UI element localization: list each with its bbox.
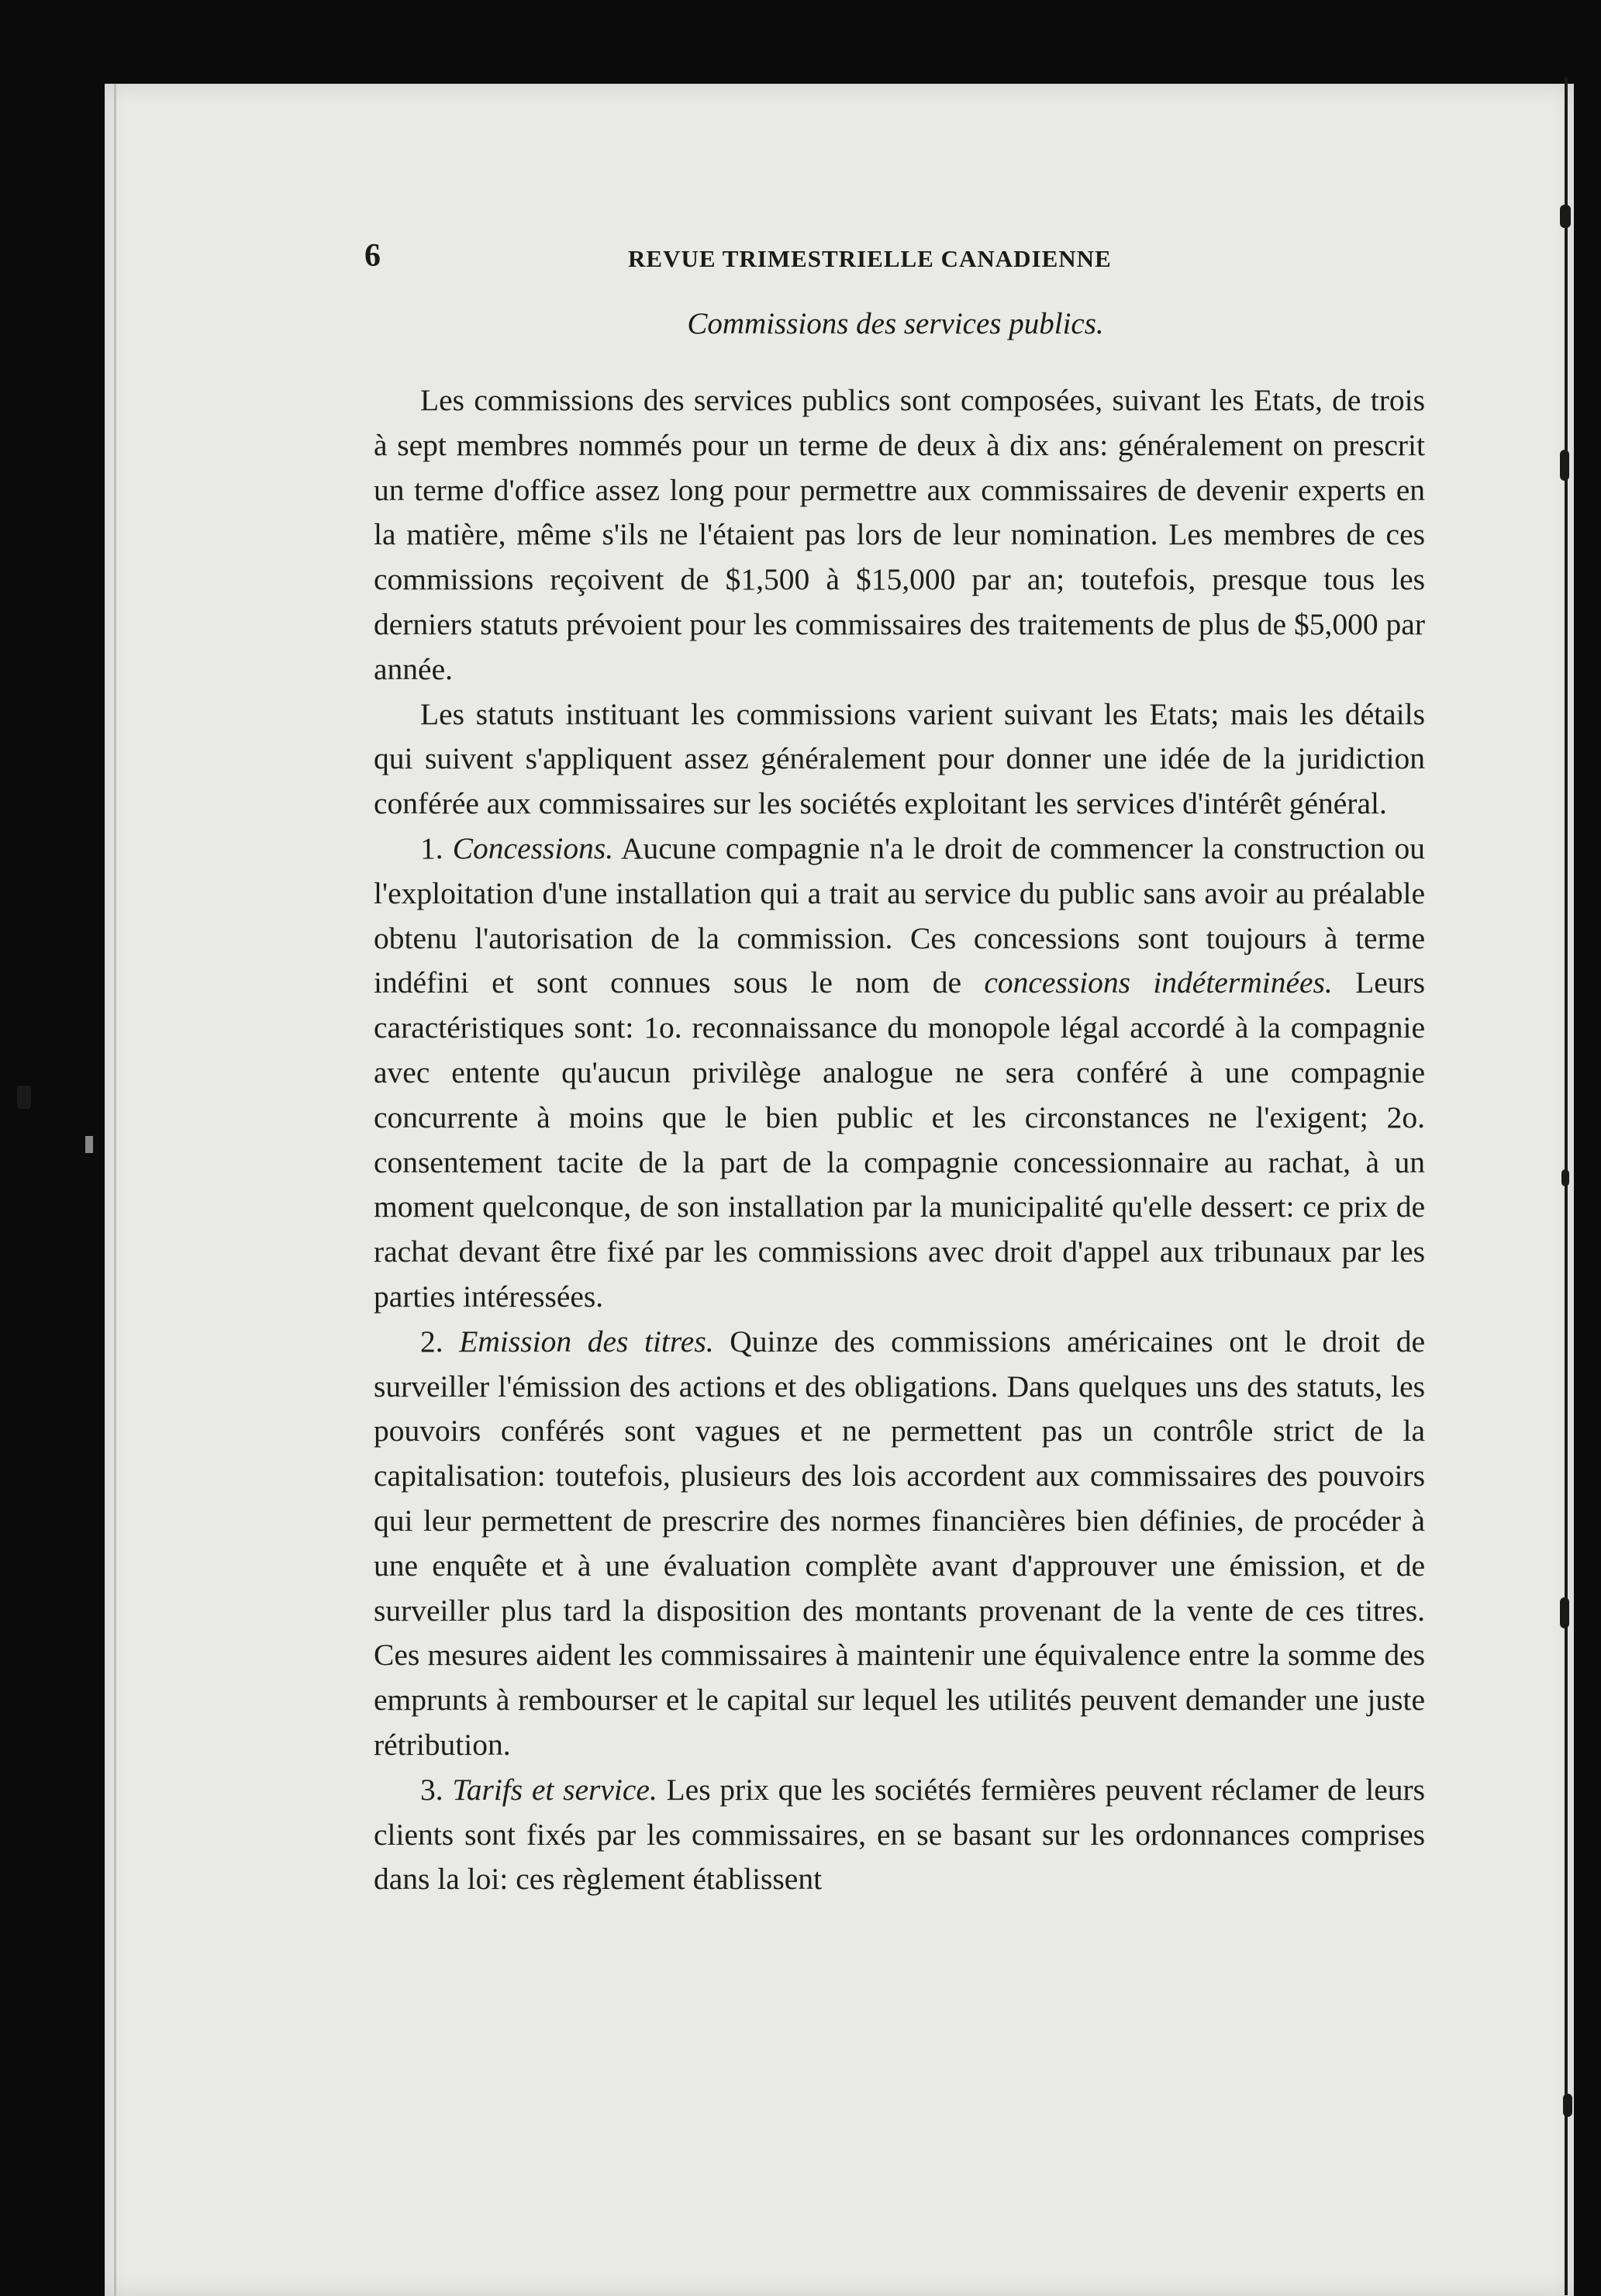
body-text (374, 378, 1425, 1902)
scan-mark (1560, 1597, 1569, 1628)
page-edge-rule (1565, 78, 1568, 2295)
scan-mark (17, 1086, 31, 1109)
running-head: REVUE TRIMESTRIELLE CANADIENNE (628, 245, 1112, 272)
paragraph: 2. Emission des titres. Quinze des commissions américaines ont le droit de surveiller l'émission des actions et des obligations. Dans quelques uns des statuts, les pouvoirs conférés sont vagues et ne permettent pas un contrôle strict de la capitalisation: toutefois, plusieurs des lois accordent aux commissaires des pouvoirs qui leur permettent de prescrire des normes financières bien définies, de procéder à une enquête et à une évaluation complète avant d'approuver une émission, et de surveiller plus tard la disposition des montants provenant de la vente de ces titres. Ces mesures aident les commissaires à maintenir une équivalence entre la somme des emprunts à rembourser et le capital sur lequel les utilités peuvent demander une juste rétribution. (374, 1324, 1426, 1762)
section-title: Commissions des services publics. (687, 307, 1104, 340)
page-header (364, 237, 1427, 274)
paragraph: 3. Tarifs et service. Les prix que les sociétés fermières peuvent réclamer de leurs clients sont fixés par les commissaires, en se basant sur les ordonnances comprises dans la loi: ces règlement établissent (374, 1772, 1426, 1897)
scan-mark (1563, 2094, 1572, 2117)
scan-mark (1561, 1169, 1569, 1186)
paragraph-heading: Emission des titres. (459, 1324, 714, 1359)
scan-mark (85, 1136, 93, 1153)
scan-mark (1560, 450, 1569, 481)
paragraph-heading: Concessions. (452, 830, 614, 865)
emphasis: concessions indéterminées. (984, 965, 1333, 1000)
paragraph-heading: Tarifs et service. (452, 1772, 657, 1807)
scan-mark (1560, 205, 1571, 228)
paragraph: Les commissions des services publics sont composées, suivant les Etats, de trois à sept membres nommés pour un terme de deux à dix ans: généralement on prescrit un terme d'office assez long pour permettre aux commissaires de devenir experts en la matière, même s'ils ne l'étaient pas lors de leur nomination. Les membres de ces commissions reçoivent de $1,500 à $15,000 par an; toutefois, presque tous les derniers statuts prévoient pour les commissaires des traitements de plus de $5,000 par année. (374, 383, 1425, 686)
page-number: 6 (364, 238, 381, 274)
paragraph: Les statuts instituant les commissions varient suivant les Etats; mais les détails qui suivent s'appliquent assez généralement pour donner une idée de la juridiction conférée aux commissaires sur les sociétés exploitant les services d'intérêt général. (374, 696, 1425, 821)
paragraph: 1. Concessions. Aucune compagnie n'a le droit de commencer la construction ou l'exploitation d'une installation qui a trait au service du public sans avoir au préalable obtenu l'autorisation de la commission. Ces concessions sont toujours à terme indéfini et sont connues sous le nom de concessions indéterminées. Leurs caractéristiques sont: 1o. reconnaissance du monopole légal accordé à la compagnie avec entente qu'aucun privilège analogue ne sera conféré à une compagnie concurrente à moins que le bien public et les circonstances ne l'exigent; 2o. consentement tacite de la part de la compagnie concessionnaire au rachat, à un moment quelconque, de son installation par la municipalité qu'elle dessert: ce prix de rachat devant être fixé par les commissions avec droit d'appel aux tribunaux par les parties intéressées. (374, 830, 1426, 1314)
